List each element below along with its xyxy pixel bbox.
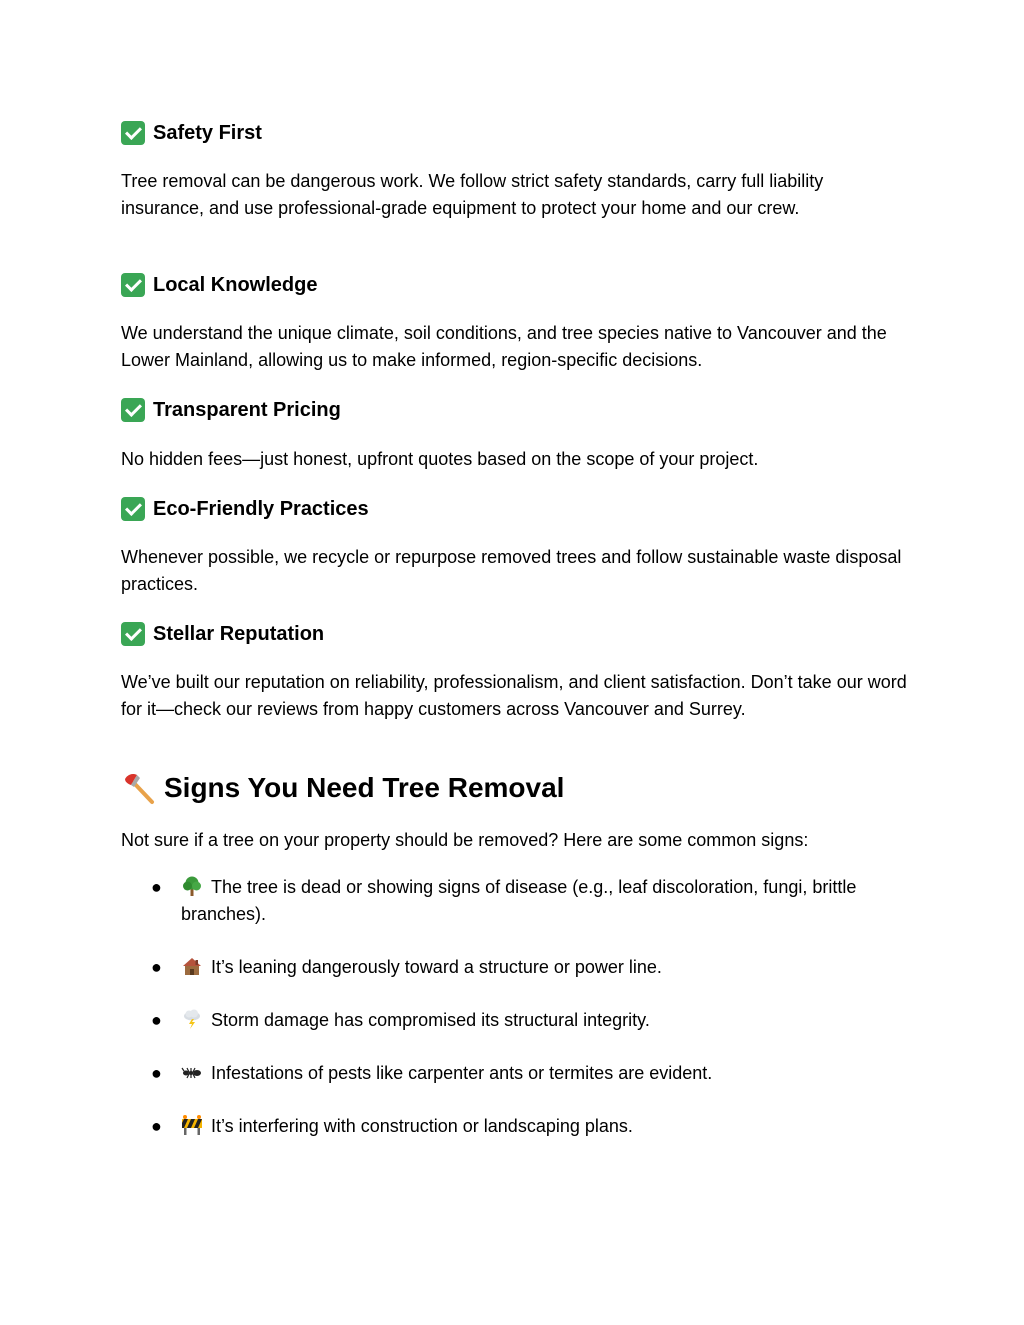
check-mark-icon bbox=[121, 273, 145, 297]
heading-safety-first bbox=[121, 121, 262, 145]
paragraph-stellar-reputation: We’ve built our reputation on reliability, professionalism, and client satisfaction. Don’t take our word for it—check our reviews from happy customers across Vancouver and Surrey. bbox=[121, 672, 907, 719]
ant-icon bbox=[181, 1061, 203, 1083]
bullet-dot: ● bbox=[151, 1063, 162, 1083]
paragraph-transparent-pricing: No hidden fees—just honest, upfront quotes based on the scope of your project. bbox=[121, 449, 759, 469]
list-item-text: Infestations of pests like carpenter ants or termites are evident. bbox=[211, 1063, 713, 1083]
list-item-text: Storm damage has compromised its structural integrity. bbox=[211, 1010, 650, 1030]
check-mark-icon bbox=[121, 121, 145, 145]
bullet-dot: ● bbox=[151, 877, 162, 897]
signs-intro-paragraph: Not sure if a tree on your property should be removed? Here are some common signs: bbox=[121, 830, 809, 850]
bullet-dot: ● bbox=[151, 1010, 162, 1030]
paragraph-local-knowledge: We understand the unique climate, soil conditions, and tree species native to Vancouver and the Lower Mainland, allowing us to make informed, region-specific decisions. bbox=[121, 323, 887, 370]
heading-text: Eco-Friendly Practices bbox=[153, 498, 369, 520]
bullet-dot: ● bbox=[151, 1116, 162, 1136]
check-mark-icon bbox=[121, 497, 145, 521]
construction-barrier-icon bbox=[181, 1114, 203, 1136]
heading-text: Signs You Need Tree Removal bbox=[164, 772, 565, 803]
heading-local-knowledge bbox=[121, 273, 317, 297]
paragraph-eco-friendly-practices: Whenever possible, we recycle or repurpose removed trees and follow sustainable waste disposal practices. bbox=[121, 547, 902, 594]
storm-cloud-icon bbox=[181, 1008, 203, 1030]
heading-stellar-reputation bbox=[121, 622, 324, 646]
bullet-dot: ● bbox=[151, 957, 162, 977]
check-mark-icon bbox=[121, 398, 145, 422]
paragraph-safety-first: Tree removal can be dangerous work. We follow strict safety standards, carry full liability insurance, and use professional-grade equipment to protect your home and our crew. bbox=[121, 171, 824, 218]
heading-signs-you-need-tree-removal bbox=[121, 771, 564, 805]
heading-eco-friendly-practices bbox=[121, 497, 369, 521]
heading-text: Transparent Pricing bbox=[153, 399, 341, 421]
axe-icon bbox=[121, 771, 155, 805]
heading-text: Local Knowledge bbox=[153, 274, 318, 296]
heading-transparent-pricing bbox=[121, 398, 341, 422]
list-item-text: The tree is dead or showing signs of disease (e.g., leaf discoloration, fungi, brittle branches). bbox=[181, 877, 857, 924]
check-mark-icon bbox=[121, 622, 145, 646]
list-item-text: It’s interfering with construction or landscaping plans. bbox=[211, 1116, 633, 1136]
list-item-text: It’s leaning dangerously toward a structure or power line. bbox=[211, 957, 662, 977]
house-icon bbox=[181, 955, 203, 977]
heading-text: Stellar Reputation bbox=[153, 623, 325, 645]
tree-icon bbox=[181, 875, 203, 897]
heading-text: Safety First bbox=[153, 122, 262, 144]
